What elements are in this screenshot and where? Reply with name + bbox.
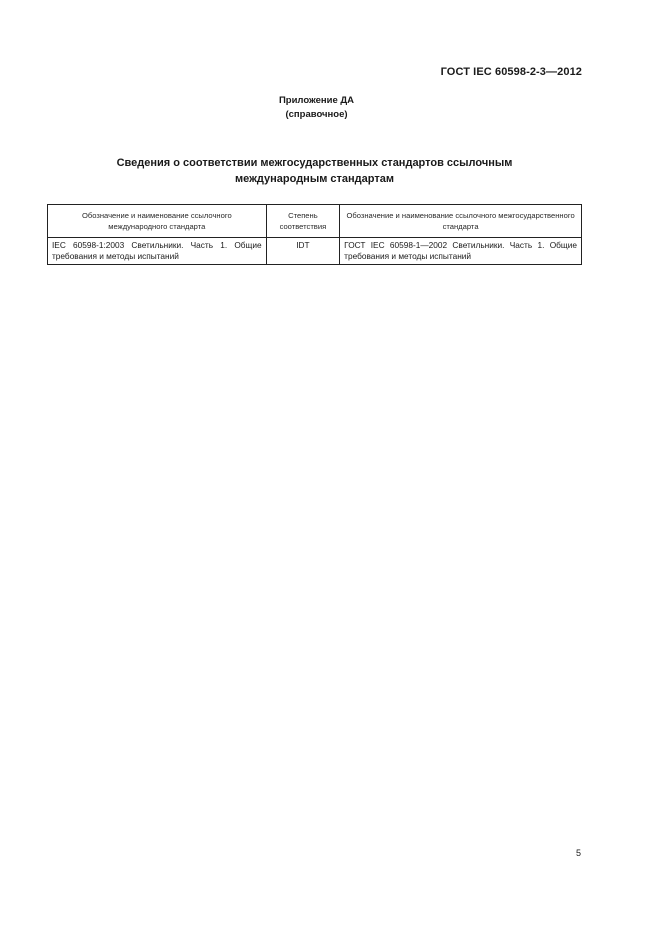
- page-number: 5: [576, 848, 582, 858]
- section-title-line-1: Сведения о соответствии межгосударственных стандартов ссылочным: [116, 157, 513, 169]
- appendix-note: (справочное): [285, 109, 348, 120]
- section-title: [0, 155, 661, 187]
- header-international-standard: Обозначение и наименование ссылочного международного стандарта: [48, 205, 267, 238]
- table-row: [48, 238, 582, 265]
- cell-international-standard: IEC 60598-1:2003 Светильники. Часть 1. Общие требования и методы испытаний: [48, 238, 267, 265]
- header-interstate-standard: Обозначение и наименование ссылочного межгосударственного стандарта: [340, 205, 582, 238]
- cell-degree: IDT: [266, 238, 340, 265]
- correspondence-table: [47, 204, 582, 265]
- standard-designation: ГОСТ IEC 60598-2-3—2012: [440, 66, 582, 78]
- header-degree-of-correspondence: Степень соответствия: [266, 205, 340, 238]
- section-title-line-2: международным стандартам: [235, 173, 394, 185]
- cell-interstate-standard: ГОСТ IEC 60598-1—2002 Светильники. Часть 1. Общие требования и методы испытаний: [340, 238, 582, 265]
- appendix-title: Приложение ДА: [278, 95, 355, 106]
- appendix-heading: [0, 94, 661, 122]
- table-header-row: [48, 205, 582, 238]
